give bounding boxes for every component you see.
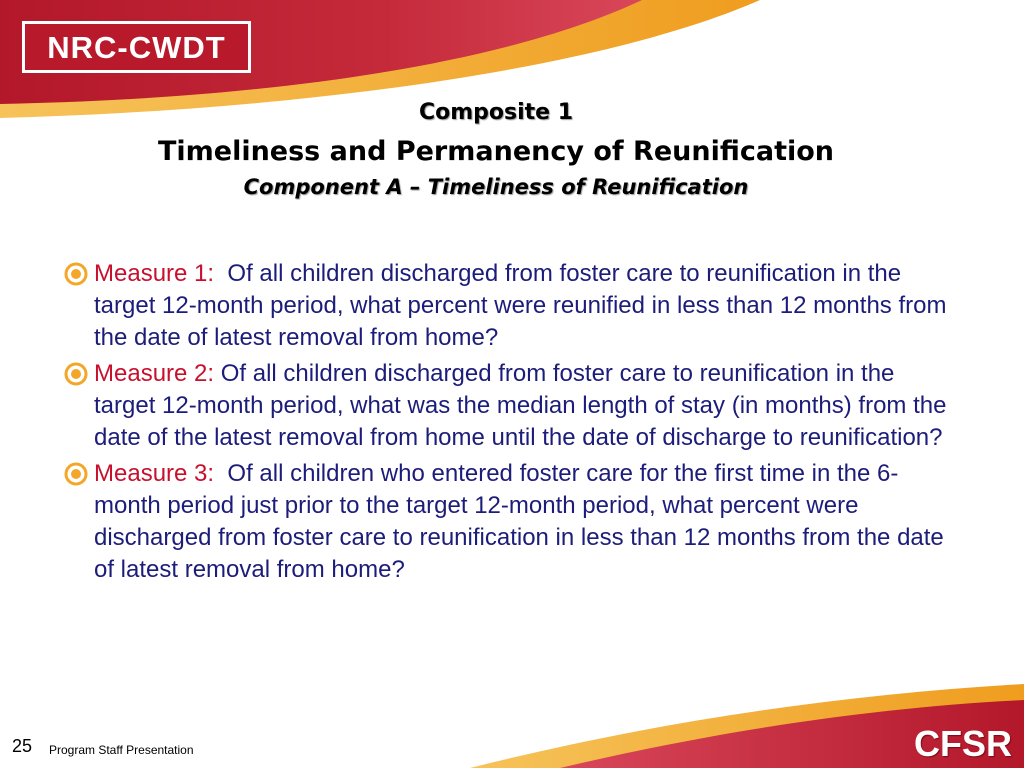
component-subtitle: Component A – Timeliness of Reunification [243, 175, 749, 199]
slide-title: Timeliness and Permanency of Reunification [157, 136, 835, 167]
measure-text: Of all children who entered foster care for the first time in the 6-month period just prior to the target 12-month period, what percent were discharged from foster care to reunification in less than 12 months from the date of latest removal from home? [94, 460, 944, 583]
slide-heading [0, 93, 992, 203]
measure-text: Of all children discharged from foster care to reunification in the target 12-month period, what percent were reunified in less than 12 months from the date of latest removal from home? [94, 260, 947, 351]
measure-item-2 [62, 358, 962, 454]
measure-item-1 [62, 258, 962, 354]
measure-text: Of all children discharged from foster care to reunification in the target 12-month period, what was the median length of stay (in months) from the date of the latest removal from home until the date of discharge to reunification? [94, 360, 947, 451]
target-bullet-icon [64, 362, 88, 386]
target-bullet-icon [64, 462, 88, 486]
target-bullet-icon [64, 262, 88, 286]
slide-number: 25 [12, 736, 33, 756]
composite-heading: Composite 1 [418, 100, 574, 125]
logo-text: NRC-CWDT [47, 29, 226, 65]
measure-item-3 [62, 458, 962, 586]
measure-label: Measure 2: [94, 360, 215, 387]
presentation-title: Program Staff Presentation [49, 743, 194, 757]
measures-list [62, 258, 962, 590]
nrc-cwdt-logo [22, 21, 251, 73]
measure-label: Measure 1: [94, 260, 215, 287]
measure-label: Measure 3: [94, 460, 215, 487]
cfsr-logo: CFSR [914, 723, 1012, 764]
